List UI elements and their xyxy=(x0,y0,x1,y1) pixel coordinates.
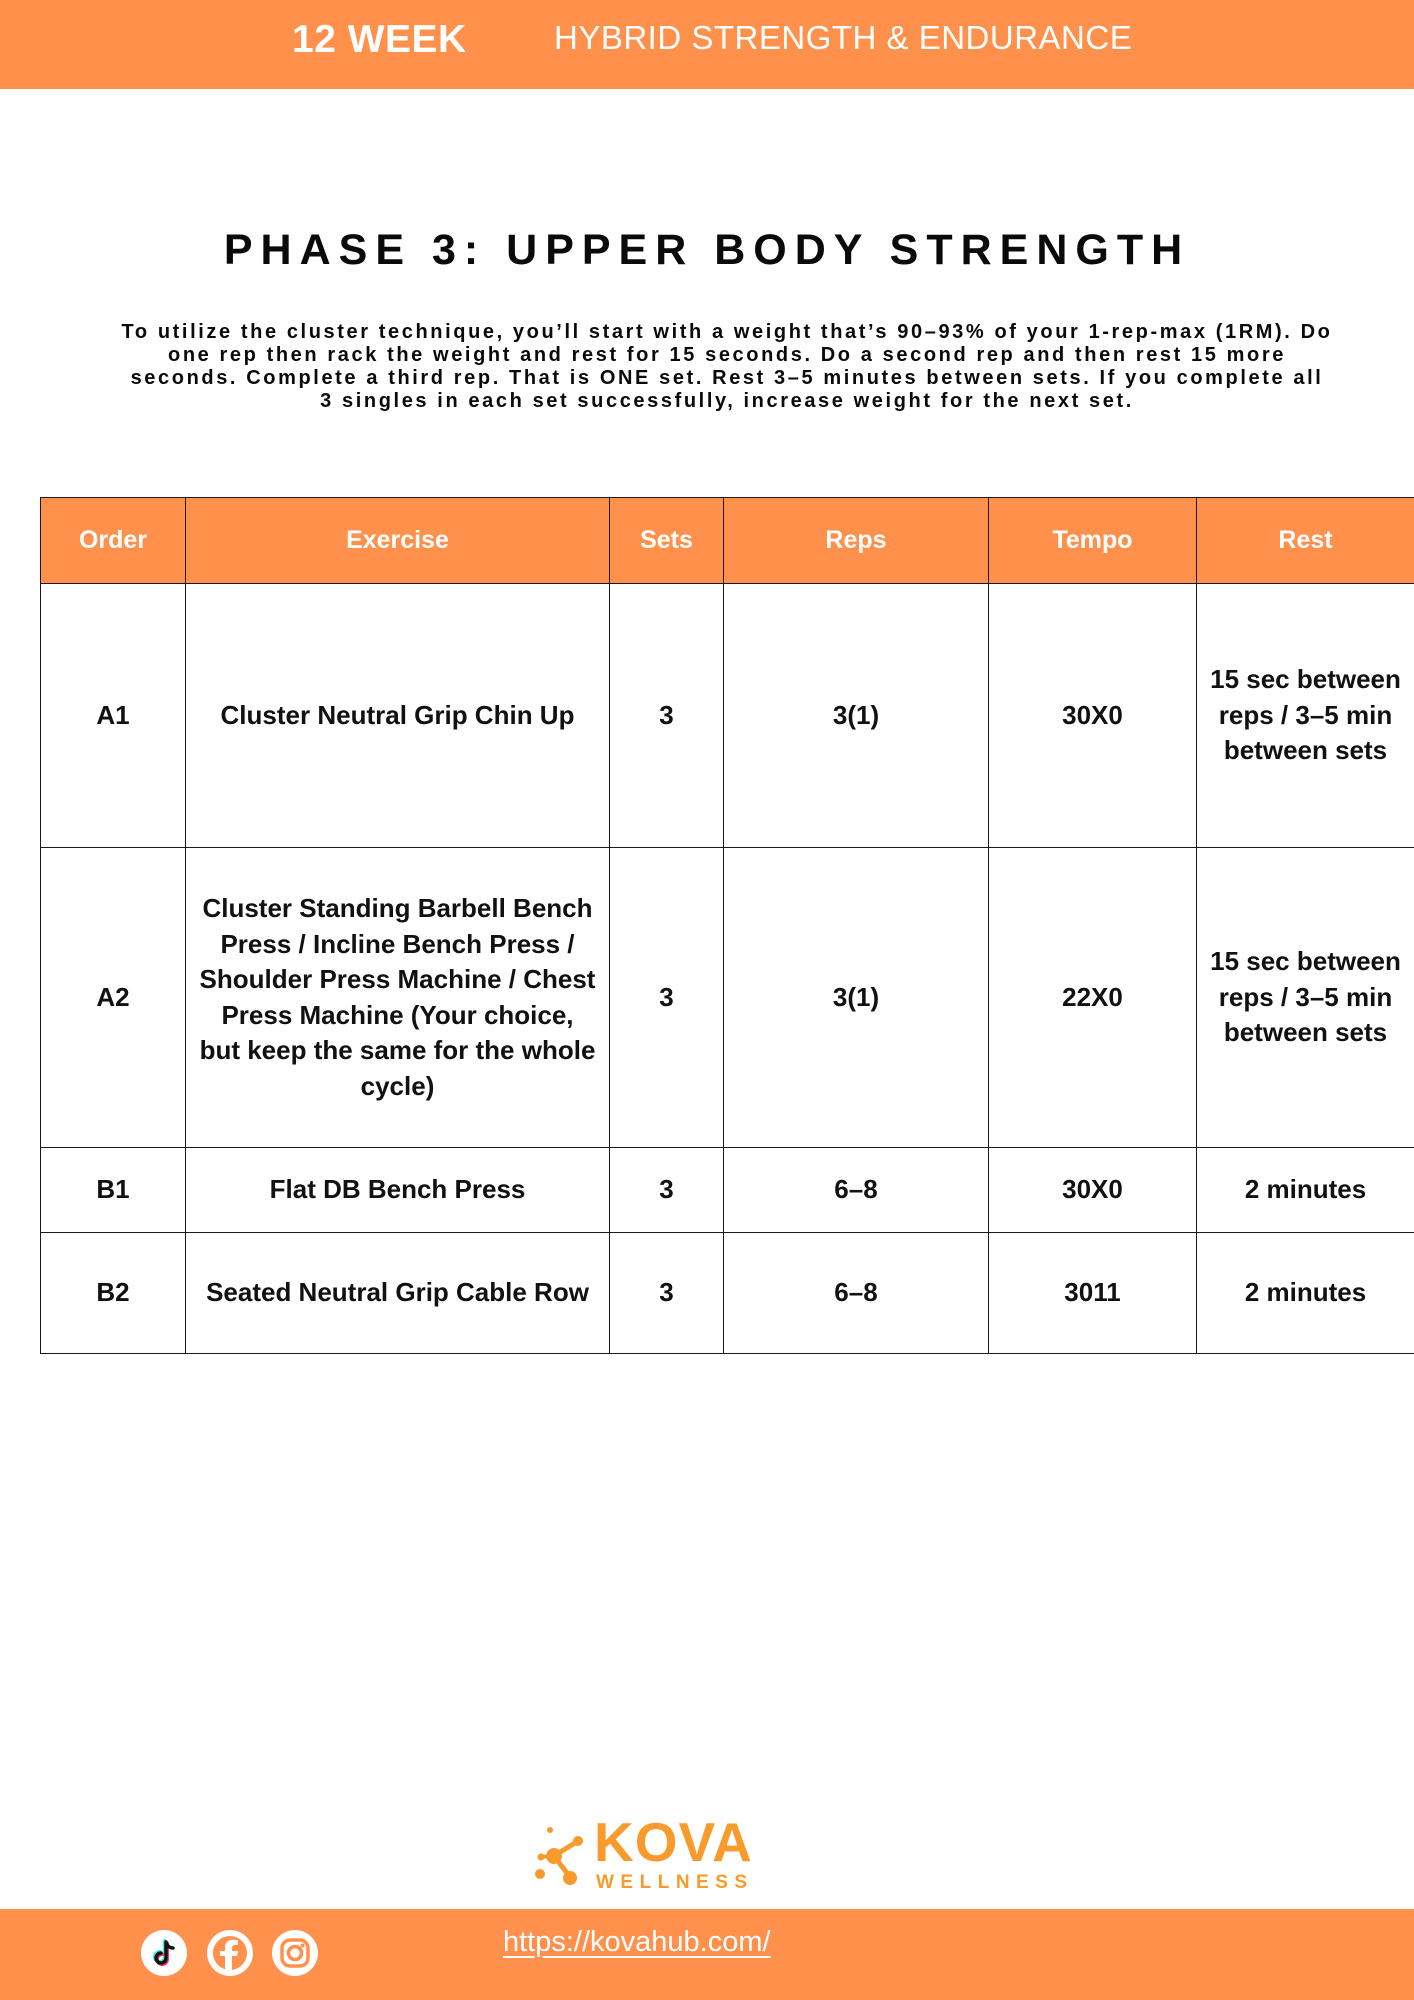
molecule-icon xyxy=(534,1822,588,1890)
table-row xyxy=(41,1233,1414,1354)
table-row xyxy=(41,584,1414,848)
cell-order: A1 xyxy=(41,584,186,848)
header-tempo: Tempo xyxy=(989,498,1197,584)
cell-sets: 3 xyxy=(610,1233,724,1354)
cell-exercise: Seated Neutral Grip Cable Row xyxy=(186,1233,610,1354)
tiktok-icon[interactable] xyxy=(141,1930,187,1976)
header-order: Order xyxy=(41,498,186,584)
header-reps: Reps xyxy=(724,498,989,584)
cell-order: A2 xyxy=(41,848,186,1148)
kova-logo xyxy=(534,1811,754,1896)
header-bar xyxy=(0,0,1414,89)
program-name: HYBRID STRENGTH & ENDURANCE xyxy=(554,19,1133,56)
cell-rest: 2 minutes xyxy=(1197,1148,1414,1233)
cell-tempo: 22X0 xyxy=(989,848,1197,1148)
program-weeks: 12 WEEK xyxy=(292,18,467,61)
website-link[interactable]: https://kovahub.com/ xyxy=(503,1926,771,1958)
cell-exercise: Cluster Neutral Grip Chin Up xyxy=(186,584,610,848)
cell-tempo: 30X0 xyxy=(989,1148,1197,1233)
cell-sets: 3 xyxy=(610,584,724,848)
cell-order: B2 xyxy=(41,1233,186,1354)
logo-subtitle: WELLNESS xyxy=(596,1872,754,1893)
cell-reps: 3(1) xyxy=(724,848,989,1148)
page-title: PHASE 3: UPPER BODY STRENGTH xyxy=(223,226,1191,274)
cell-rest: 15 sec between reps / 3–5 min between sets xyxy=(1197,848,1414,1148)
cell-rest: 2 minutes xyxy=(1197,1233,1414,1354)
cell-reps: 6–8 xyxy=(724,1233,989,1354)
logo-brand: KOVA xyxy=(594,1811,753,1873)
workout-table xyxy=(40,497,1414,1354)
table-row xyxy=(41,1148,1414,1233)
cell-reps: 3(1) xyxy=(724,584,989,848)
intro-text: To utilize the cluster technique, you’ll start with a weight that’s 90–93% of your 1-rep-max (1RM). Do one rep then rack the weight and rest for 15 seconds. Do a second rep and then rest 15 more seconds. Complete a third rep. That is ONE set. Rest 3–5 minutes between sets. If you complete all 3 singles in each set successfully, increase weight for the next set. xyxy=(121,321,1333,412)
facebook-icon[interactable] xyxy=(207,1930,253,1976)
cell-tempo: 3011 xyxy=(989,1233,1197,1354)
cell-exercise: Flat DB Bench Press xyxy=(186,1148,610,1233)
cell-sets: 3 xyxy=(610,1148,724,1233)
header-rest: Rest xyxy=(1197,498,1414,584)
cell-rest: 15 sec between reps / 3–5 min between sets xyxy=(1197,584,1414,848)
header-sets: Sets xyxy=(610,498,724,584)
cell-sets: 3 xyxy=(610,848,724,1148)
cell-order: B1 xyxy=(41,1148,186,1233)
table-header-row xyxy=(41,498,1414,584)
instagram-icon[interactable] xyxy=(272,1930,318,1976)
header-exercise: Exercise xyxy=(186,498,610,584)
cell-exercise: Cluster Standing Barbell Bench Press / Incline Bench Press / Shoulder Press Machine / Chest Press Machine (Your choice, but keep the same for the whole cycle) xyxy=(186,848,610,1148)
cell-tempo: 30X0 xyxy=(989,584,1197,848)
table-row xyxy=(41,848,1414,1148)
cell-reps: 6–8 xyxy=(724,1148,989,1233)
